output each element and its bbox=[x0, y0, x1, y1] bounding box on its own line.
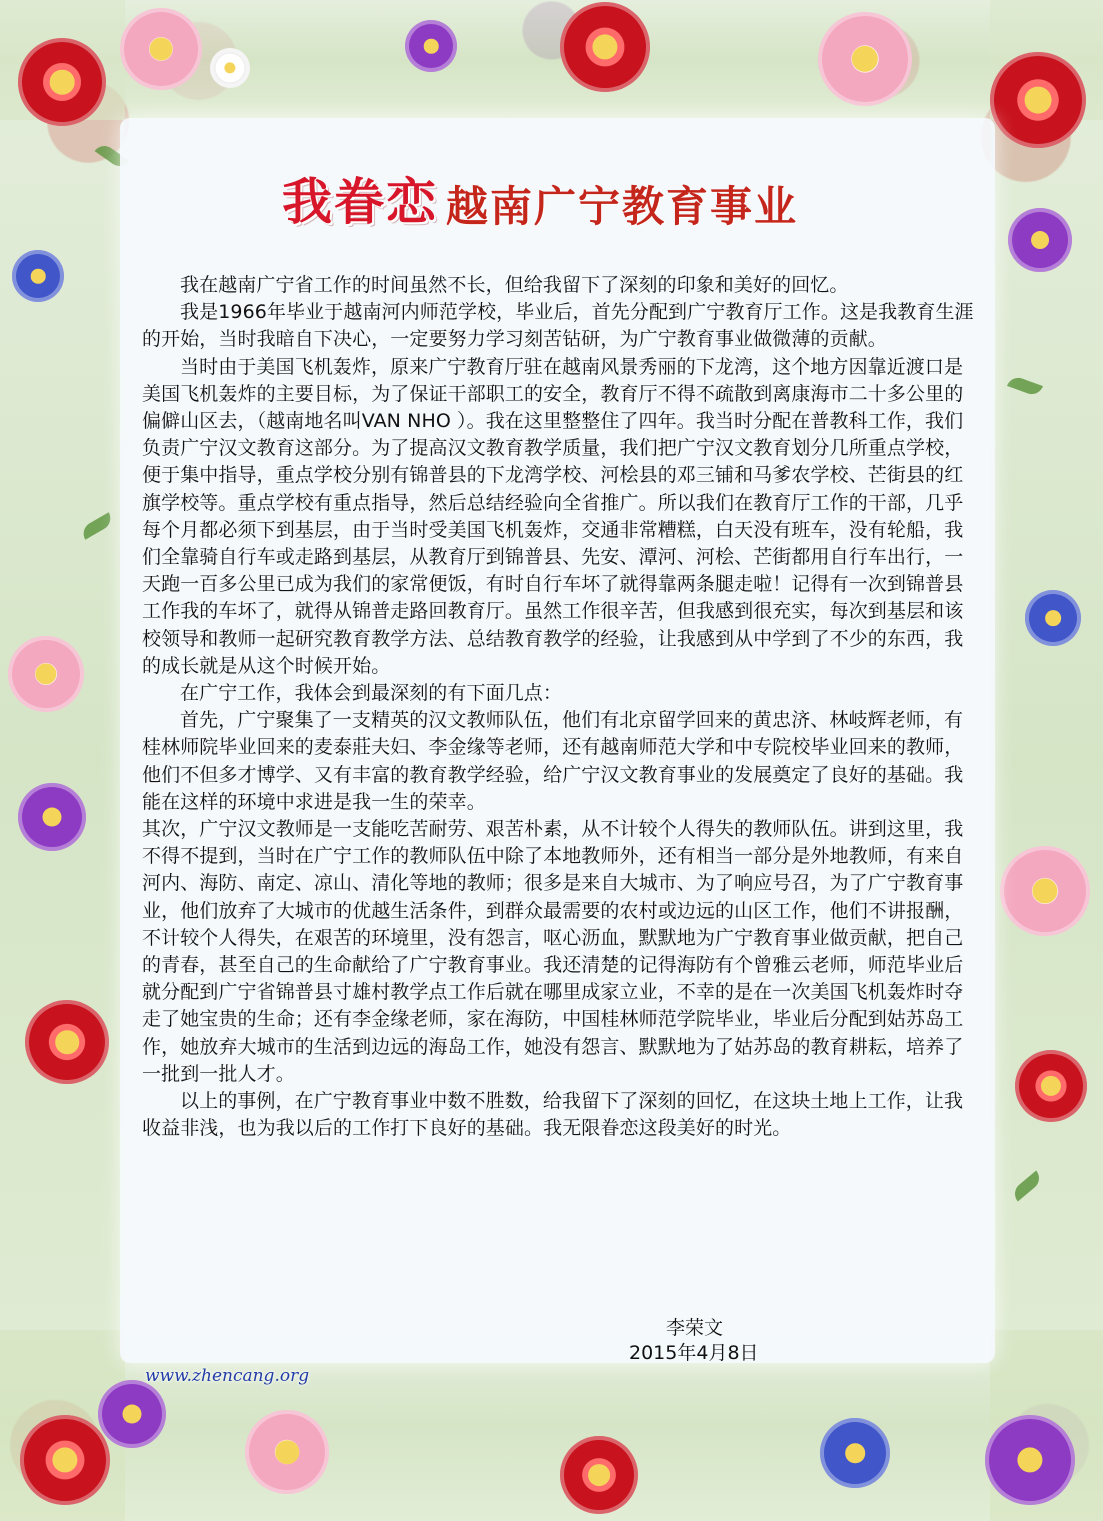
red-flower-icon bbox=[560, 1436, 638, 1514]
blue-flower-icon bbox=[820, 1418, 890, 1488]
red-flower-icon bbox=[990, 52, 1086, 148]
blue-flower-icon bbox=[1025, 590, 1081, 646]
paragraph: 我是1966年毕业于越南河内师范学校，毕业后，首先分配到广宁教育厅工作。这是我教育生涯的开始，当时我暗自下决心，一定要努力学习刻苦钻研，为广宁教育事业做微薄的贡献。 bbox=[142, 301, 974, 351]
pink-flower-icon bbox=[8, 636, 84, 712]
title-emphasis: 我眷恋 bbox=[282, 173, 438, 231]
red-flower-icon bbox=[18, 38, 106, 126]
red-flower-icon bbox=[1015, 1050, 1087, 1122]
document-title bbox=[282, 150, 932, 234]
paragraph: 以上的事例，在广宁教育事业中数不胜数，给我留下了深刻的回忆，在这块土地上工作，让我收益非浅，也为我以后的工作打下良好的基础。我无限眷恋这段美好的时光。 bbox=[142, 1090, 964, 1140]
paragraph: 当时由于美国飞机轰炸，原来广宁教育厅驻在越南风景秀丽的下龙湾，这个地方因靠近渡口是美国飞机轰炸的主要目标，为了保证干部职工的安全，教育厅不得不疏散到离康海市二十多公里的偏僻山区去，（越南地名叫VAN NHO ）。我在这里整整住了四年。我当时分配在普教科工作，我们负责广宁汉文教育这部分。为了提高汉文教育教学质量，我们把广宁汉文教育划分几所重点学校，便于集中指导，重点学校分别有锦普县的下龙湾学校、河桧县的邓三铺和马爹农学校、芒街县的红旗学校等。重点学校有重点指导，然后总结经验向全省推广。所以我们在教育厅工作的干部，几乎每个月都必须下到基层，由于当时受美国飞机轰炸，交通非常糟糕，白天没有班车，没有轮船，我们全靠骑自行车或走路到基层，从教育厅到锦普县、先安、潭河、河桧、芒街都用自行车出行，一天跑一百多公里已成为我们的家常便饭，有时自行车坏了就得靠两条腿走啦！记得有一次到锦普县工作我的车坏了，就得从锦普走路回教育厅。虽然工作很辛苦，但我感到很充实，每次到基层和该校领导和教师一起研究教育教学方法、总结教育教学的经验，让我感到从中学到了不少的东西，我的成长就是从这个时候开始。 bbox=[142, 355, 964, 677]
red-flower-icon bbox=[25, 1000, 109, 1084]
red-flower-icon bbox=[560, 2, 650, 92]
paragraph: 在广宁工作，我体会到最深刻的有下面几点： bbox=[180, 682, 563, 705]
pink-flower-icon bbox=[245, 1410, 329, 1494]
date: 2015年4月8日 bbox=[629, 1342, 759, 1364]
paragraph: 我在越南广宁省工作的时间虽然不长，但给我留下了深刻的印象和美好的回忆。 bbox=[180, 274, 849, 296]
pink-flower-icon bbox=[818, 12, 912, 106]
violet-flower-icon bbox=[985, 1415, 1075, 1505]
signature: 李荣文 bbox=[666, 1317, 724, 1339]
website-watermark: www.zhencang.org bbox=[145, 1366, 310, 1386]
violet-flower-icon bbox=[405, 20, 457, 72]
paragraph: 其次，广宁汉文教师是一支能吃苦耐劳、艰苦朴素，从不计较个人得失的教师队伍。讲到这里，我不得不提到，当时在广宁工作的教师队伍中除了本地教师外，还有相当一部分是外地教师，有来自河内、海防、南定、凉山、清化等地的教师；很多是来自大城市、为了响应号召，为了广宁教育事业，他们放弃了大城市的优越生活条件，到群众最需要的农村或边远的山区工作，他们不讲报酬，不计较个人得失，在艰苦的环境里，没有怨言，呕心沥血，默默地为广宁教育事业做贡献，把自己的青春，甚至自己的生命献给了广宁教育事业。我还清楚的记得海防有个曾雅云老师，师范毕业后就分配到广宁省锦普县寸雄村教学点工作后就在哪里成家立业，不幸的是在一次美国飞机轰炸时夺走了她宝贵的生命；还有李金缘老师，家在海防，中国桂林师范学院毕业，毕业后分配到姑苏岛工作，她放弃大城市的生活到边远的海岛工作，她没有怨言、默默地为了姑苏岛的教育耕耘，培养了一批到一批人才。 bbox=[142, 818, 964, 1085]
letter-body bbox=[142, 272, 982, 1143]
pink-flower-icon bbox=[1000, 846, 1090, 936]
violet-flower-icon bbox=[98, 1380, 166, 1448]
floral-border-left bbox=[0, 0, 125, 1521]
violet-flower-icon bbox=[18, 783, 86, 851]
title-rest: 越南广宁教育事业 bbox=[446, 182, 799, 231]
blue-flower-icon bbox=[12, 250, 64, 302]
white-flower-icon bbox=[210, 48, 250, 88]
paragraph: 首先，广宁聚集了一支精英的汉文教师队伍，他们有北京留学回来的黄忠济、林岐辉老师，有桂林师院毕业回来的麦泰莊夫妇、李金缘等老师，还有越南师范大学和中专院校毕业回来的教师，他们不但多才博学、又有丰富的教育教学经验，给广宁汉文教育事业的发展奠定了良好的基础。我能在这样的环境中求进是我一生的荣幸。 bbox=[142, 709, 964, 813]
pink-flower-icon bbox=[120, 8, 202, 90]
red-flower-icon bbox=[20, 1415, 110, 1505]
violet-flower-icon bbox=[1008, 208, 1072, 272]
